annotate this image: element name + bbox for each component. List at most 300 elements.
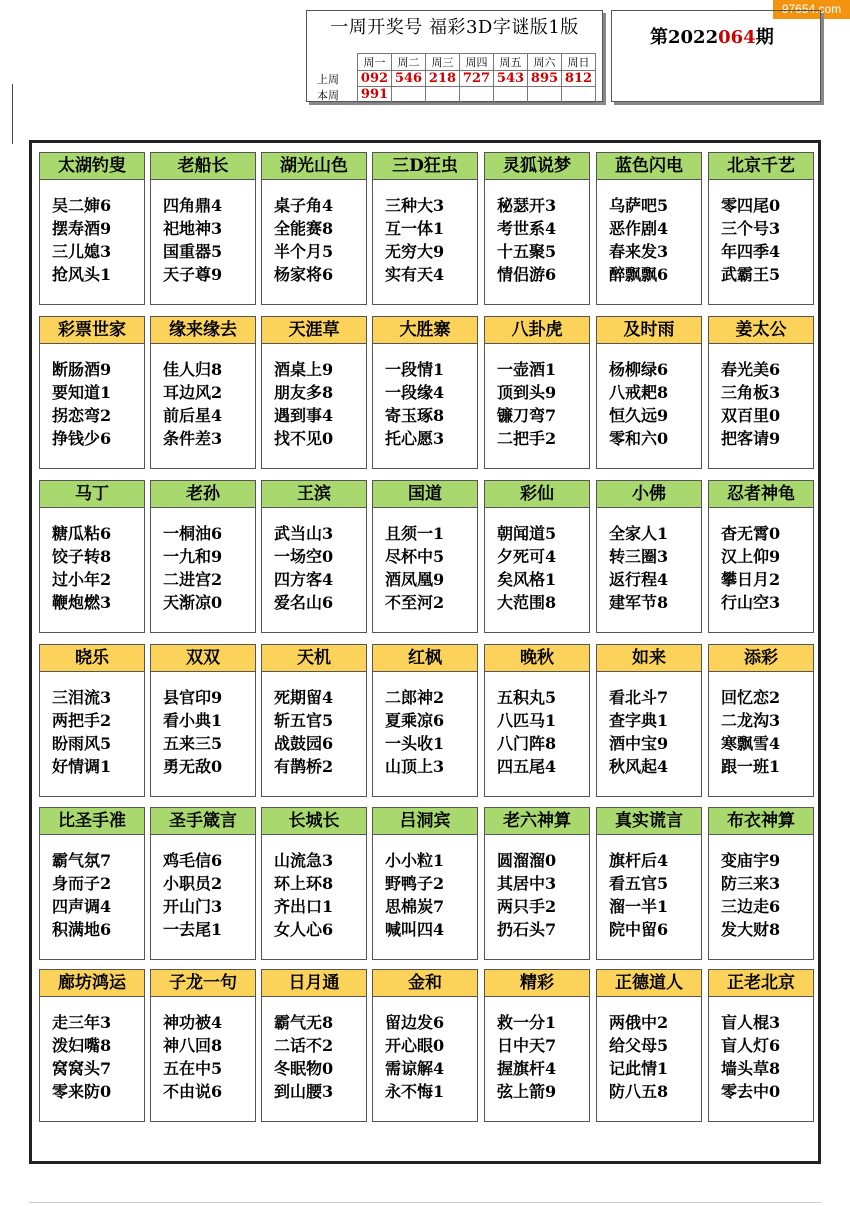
riddle-item: 三种大3 bbox=[385, 196, 445, 215]
riddle-list bbox=[40, 180, 144, 286]
draw-number bbox=[426, 87, 460, 103]
riddle-item: 双百里0 bbox=[721, 406, 781, 425]
riddle-list bbox=[262, 835, 366, 941]
riddle-author: 三D狂虫 bbox=[373, 153, 477, 180]
riddle-item: 看五官5 bbox=[609, 874, 669, 893]
riddle-item: 遇到事4 bbox=[274, 406, 334, 425]
riddle-card bbox=[150, 644, 256, 797]
riddle-item: 大范围8 bbox=[497, 593, 557, 612]
draw-number: 546 bbox=[392, 71, 426, 87]
riddle-item: 夏乘凉6 bbox=[385, 711, 445, 730]
day-label: 周日 bbox=[562, 54, 596, 71]
riddle-card bbox=[596, 152, 702, 305]
riddle-item: 返行程4 bbox=[609, 570, 669, 589]
riddle-item: 旗杆后4 bbox=[609, 851, 669, 870]
riddle-card bbox=[150, 480, 256, 633]
day-label: 周二 bbox=[392, 54, 426, 71]
draw-number bbox=[392, 87, 426, 103]
weekly-draw-table bbox=[313, 53, 596, 103]
draw-number bbox=[494, 87, 528, 103]
riddle-item: 一场空0 bbox=[274, 547, 334, 566]
riddle-item: 建军节8 bbox=[609, 593, 669, 612]
riddle-item: 四方客4 bbox=[274, 570, 334, 589]
riddle-list bbox=[485, 344, 589, 450]
riddle-author: 添彩 bbox=[709, 645, 813, 672]
riddle-card bbox=[596, 644, 702, 797]
riddle-list bbox=[151, 672, 255, 778]
riddle-item: 醉飘飘6 bbox=[609, 265, 669, 284]
riddle-author: 真实谎言 bbox=[597, 808, 701, 835]
riddle-item: 四声调4 bbox=[52, 897, 112, 916]
riddle-item: 一去尾1 bbox=[163, 920, 223, 939]
riddle-item: 圆溜溜0 bbox=[497, 851, 557, 870]
day-label: 周一 bbox=[358, 54, 392, 71]
riddle-item: 抢风头1 bbox=[52, 265, 112, 284]
riddle-list bbox=[485, 180, 589, 286]
riddle-item: 糖瓜粘6 bbox=[52, 524, 112, 543]
riddle-list bbox=[709, 180, 813, 286]
riddle-list bbox=[373, 344, 477, 450]
riddle-list bbox=[597, 508, 701, 614]
riddle-card bbox=[39, 807, 145, 960]
riddle-item: 耳边风2 bbox=[163, 383, 223, 402]
riddle-card bbox=[484, 152, 590, 305]
riddle-item: 祀地神3 bbox=[163, 219, 223, 238]
riddle-item: 鞭炮燃3 bbox=[52, 593, 112, 612]
riddle-card bbox=[596, 807, 702, 960]
riddle-item: 全能赛8 bbox=[274, 219, 334, 238]
riddle-item: 看小典1 bbox=[163, 711, 223, 730]
riddle-item: 泼妇嘴8 bbox=[52, 1036, 112, 1055]
riddle-item: 记此情1 bbox=[609, 1059, 669, 1078]
riddle-card bbox=[261, 969, 367, 1122]
riddle-item: 饺子转8 bbox=[52, 547, 112, 566]
riddle-author: 王滨 bbox=[262, 481, 366, 508]
riddle-item: 握旗杆4 bbox=[497, 1059, 557, 1078]
riddle-item: 一桐油6 bbox=[163, 524, 223, 543]
riddle-item: 窝窝头7 bbox=[52, 1059, 112, 1078]
riddle-author: 比圣手准 bbox=[40, 808, 144, 835]
riddle-card bbox=[39, 152, 145, 305]
riddle-item: 冬眠物0 bbox=[274, 1059, 334, 1078]
riddle-author: 彩票世家 bbox=[40, 317, 144, 344]
riddle-item: 天子尊9 bbox=[163, 265, 223, 284]
riddle-item: 变庙宇9 bbox=[721, 851, 781, 870]
riddle-list bbox=[151, 344, 255, 450]
riddle-author: 大胜寨 bbox=[373, 317, 477, 344]
riddle-item: 斩五官5 bbox=[274, 711, 334, 730]
riddle-item: 五在中5 bbox=[163, 1059, 223, 1078]
riddle-author: 天机 bbox=[262, 645, 366, 672]
riddle-list bbox=[373, 508, 477, 614]
site-watermark: 97654.com bbox=[773, 0, 850, 19]
riddle-item: 实有天4 bbox=[385, 265, 445, 284]
riddle-item: 矣风格1 bbox=[497, 570, 557, 589]
riddle-item: 二郎神2 bbox=[385, 688, 445, 707]
riddle-item: 查字典1 bbox=[609, 711, 669, 730]
riddle-item: 野鸭子2 bbox=[385, 874, 445, 893]
riddle-list bbox=[709, 997, 813, 1103]
riddle-list bbox=[597, 344, 701, 450]
riddle-card bbox=[372, 807, 478, 960]
riddle-item: 杨柳绿6 bbox=[609, 360, 669, 379]
riddle-author: 马丁 bbox=[40, 481, 144, 508]
riddle-item: 一段缘4 bbox=[385, 383, 445, 402]
riddle-list bbox=[597, 997, 701, 1103]
riddle-item: 行山空3 bbox=[721, 593, 781, 612]
riddle-item: 两俄中2 bbox=[609, 1013, 669, 1032]
riddle-author: 老船长 bbox=[151, 153, 255, 180]
riddle-list bbox=[262, 508, 366, 614]
riddle-author: 长城长 bbox=[262, 808, 366, 835]
riddle-author: 国道 bbox=[373, 481, 477, 508]
riddle-item: 溜一半1 bbox=[609, 897, 669, 916]
riddle-item: 找不见0 bbox=[274, 429, 334, 448]
riddle-list bbox=[262, 997, 366, 1103]
riddle-item: 不至河2 bbox=[385, 593, 445, 612]
riddle-item: 弦上箭9 bbox=[497, 1082, 557, 1101]
riddle-item: 五来三5 bbox=[163, 734, 223, 753]
riddle-item: 一九和9 bbox=[163, 547, 223, 566]
riddle-card bbox=[372, 969, 478, 1122]
issue-number-box bbox=[611, 10, 821, 102]
riddle-item: 半个月5 bbox=[274, 242, 334, 261]
riddle-item: 顶到头9 bbox=[497, 383, 557, 402]
riddle-item: 断肠酒9 bbox=[52, 360, 112, 379]
riddle-author: 如来 bbox=[597, 645, 701, 672]
riddle-item: 一头收1 bbox=[385, 734, 445, 753]
riddle-author: 北京千艺 bbox=[709, 153, 813, 180]
riddle-item: 转三圈3 bbox=[609, 547, 669, 566]
riddle-author: 忍者神龟 bbox=[709, 481, 813, 508]
riddle-item: 零去中0 bbox=[721, 1082, 781, 1101]
riddle-item: 永不悔1 bbox=[385, 1082, 445, 1101]
draw-number: 895 bbox=[528, 71, 562, 87]
riddle-item: 战鼓园6 bbox=[274, 734, 334, 753]
riddle-item: 一段情1 bbox=[385, 360, 445, 379]
this-week-row bbox=[313, 87, 596, 103]
riddle-item: 盲人棍3 bbox=[721, 1013, 781, 1032]
riddle-item: 开山门3 bbox=[163, 897, 223, 916]
riddle-list bbox=[151, 997, 255, 1103]
riddle-item: 汉上仰9 bbox=[721, 547, 781, 566]
riddle-author: 双双 bbox=[151, 645, 255, 672]
riddle-item: 走三年3 bbox=[52, 1013, 112, 1032]
draw-number: 727 bbox=[460, 71, 494, 87]
riddle-author: 老六神算 bbox=[485, 808, 589, 835]
riddle-author: 湖光山色 bbox=[262, 153, 366, 180]
riddle-item: 尽杯中5 bbox=[385, 547, 445, 566]
riddle-list bbox=[151, 835, 255, 941]
riddle-item: 秘瑟开3 bbox=[497, 196, 557, 215]
riddle-card bbox=[484, 480, 590, 633]
riddle-author: 金和 bbox=[373, 970, 477, 997]
draw-number bbox=[528, 87, 562, 103]
riddle-item: 酒中宝9 bbox=[609, 734, 669, 753]
riddle-card bbox=[484, 316, 590, 469]
riddle-card bbox=[708, 152, 814, 305]
day-label: 周三 bbox=[426, 54, 460, 71]
riddle-item: 考世系4 bbox=[497, 219, 557, 238]
riddle-item: 一壶酒1 bbox=[497, 360, 557, 379]
riddle-item: 要知道1 bbox=[52, 383, 112, 402]
riddle-list bbox=[709, 508, 813, 614]
riddle-card bbox=[596, 969, 702, 1122]
riddle-item: 过小年2 bbox=[52, 570, 112, 589]
riddle-item: 两只手2 bbox=[497, 897, 557, 916]
riddle-author: 日月通 bbox=[262, 970, 366, 997]
riddle-item: 院中留6 bbox=[609, 920, 669, 939]
last-week-label: 上周 bbox=[317, 72, 339, 86]
riddle-item: 朝闻道5 bbox=[497, 524, 557, 543]
riddle-item: 小职员2 bbox=[163, 874, 223, 893]
riddle-item: 有鹊桥2 bbox=[274, 757, 334, 776]
riddle-item: 春光美6 bbox=[721, 360, 781, 379]
riddle-card bbox=[372, 316, 478, 469]
riddle-item: 二把手2 bbox=[497, 429, 557, 448]
riddle-card bbox=[708, 644, 814, 797]
riddle-item: 三泪流3 bbox=[52, 688, 112, 707]
riddle-item: 把客请9 bbox=[721, 429, 781, 448]
riddle-item: 零来防0 bbox=[52, 1082, 112, 1101]
riddle-list bbox=[373, 997, 477, 1103]
riddle-item: 霸气无8 bbox=[274, 1013, 334, 1032]
draw-number bbox=[562, 87, 596, 103]
riddle-item: 发大财8 bbox=[721, 920, 781, 939]
riddle-item: 山顶上3 bbox=[385, 757, 445, 776]
riddle-card bbox=[484, 969, 590, 1122]
riddle-item: 二龙沟3 bbox=[721, 711, 781, 730]
riddle-item: 齐出口1 bbox=[274, 897, 334, 916]
riddle-list bbox=[151, 180, 255, 286]
riddle-card bbox=[484, 807, 590, 960]
riddle-card bbox=[150, 316, 256, 469]
riddle-item: 两把手2 bbox=[52, 711, 112, 730]
riddle-item: 镰刀弯7 bbox=[497, 406, 557, 425]
riddle-item: 小小粒1 bbox=[385, 851, 445, 870]
riddle-author: 小佛 bbox=[597, 481, 701, 508]
this-week-label: 本周 bbox=[317, 88, 339, 102]
riddle-item: 拐恋弯2 bbox=[52, 406, 112, 425]
draw-number: 218 bbox=[426, 71, 460, 87]
riddle-list bbox=[40, 344, 144, 450]
riddle-item: 八门阵8 bbox=[497, 734, 557, 753]
riddle-card bbox=[150, 969, 256, 1122]
riddle-list bbox=[262, 672, 366, 778]
riddle-item: 前后星4 bbox=[163, 406, 223, 425]
riddle-card bbox=[261, 644, 367, 797]
riddle-item: 恶作剧4 bbox=[609, 219, 669, 238]
riddle-author: 彩仙 bbox=[485, 481, 589, 508]
draw-number bbox=[460, 87, 494, 103]
riddle-item: 盲人灯6 bbox=[721, 1036, 781, 1055]
riddle-list bbox=[40, 997, 144, 1103]
riddle-item: 山流急3 bbox=[274, 851, 334, 870]
riddle-item: 寄玉琢8 bbox=[385, 406, 445, 425]
riddle-author: 廊坊鸿运 bbox=[40, 970, 144, 997]
last-week-row bbox=[313, 71, 596, 87]
riddle-author: 圣手箴言 bbox=[151, 808, 255, 835]
riddle-item: 攀日月2 bbox=[721, 570, 781, 589]
riddle-list bbox=[485, 835, 589, 941]
riddle-item: 八匹马1 bbox=[497, 711, 557, 730]
riddle-item: 武霸王5 bbox=[721, 265, 781, 284]
riddle-author: 灵狐说梦 bbox=[485, 153, 589, 180]
day-label: 周四 bbox=[460, 54, 494, 71]
riddle-item: 零四尾0 bbox=[721, 196, 781, 215]
riddle-item: 到山腰3 bbox=[274, 1082, 334, 1101]
riddle-item: 扔石头7 bbox=[497, 920, 557, 939]
riddle-list bbox=[373, 835, 477, 941]
riddle-item: 鸡毛信6 bbox=[163, 851, 223, 870]
riddle-card bbox=[261, 807, 367, 960]
riddle-item: 零和六0 bbox=[609, 429, 669, 448]
riddle-item: 三个号3 bbox=[721, 219, 781, 238]
riddle-author: 布衣神算 bbox=[709, 808, 813, 835]
riddle-item: 四五尾4 bbox=[497, 757, 557, 776]
riddle-author: 晓乐 bbox=[40, 645, 144, 672]
margin-line bbox=[0, 84, 13, 144]
riddle-item: 其居中3 bbox=[497, 874, 557, 893]
riddle-card bbox=[150, 152, 256, 305]
riddle-item: 思棉炭7 bbox=[385, 897, 445, 916]
riddle-card bbox=[150, 807, 256, 960]
riddle-item: 神八回8 bbox=[163, 1036, 223, 1055]
riddle-item: 八戒耙8 bbox=[609, 383, 669, 402]
riddle-item: 朋友多8 bbox=[274, 383, 334, 402]
riddle-item: 三角板3 bbox=[721, 383, 781, 402]
riddle-item: 防八五8 bbox=[609, 1082, 669, 1101]
riddle-item: 开心眼0 bbox=[385, 1036, 445, 1055]
riddle-item: 跟一班1 bbox=[721, 757, 781, 776]
riddle-item: 环上环8 bbox=[274, 874, 334, 893]
riddle-author: 太湖钓叟 bbox=[40, 153, 144, 180]
day-label: 周六 bbox=[528, 54, 562, 71]
riddle-author: 及时雨 bbox=[597, 317, 701, 344]
riddle-card bbox=[708, 807, 814, 960]
draw-number: 092 bbox=[358, 71, 392, 87]
riddle-item: 喊叫四4 bbox=[385, 920, 445, 939]
riddle-item: 互一体1 bbox=[385, 219, 445, 238]
riddle-item: 挣钱少6 bbox=[52, 429, 112, 448]
draw-number: 812 bbox=[562, 71, 596, 87]
riddle-item: 条件差3 bbox=[163, 429, 223, 448]
riddle-item: 勇无敌0 bbox=[163, 757, 223, 776]
riddle-item: 酒凤凰9 bbox=[385, 570, 445, 589]
riddle-list bbox=[262, 344, 366, 450]
draw-number: 991 bbox=[358, 87, 392, 103]
riddle-author: 红枫 bbox=[373, 645, 477, 672]
riddle-item: 身而子2 bbox=[52, 874, 112, 893]
riddle-item: 防三来3 bbox=[721, 874, 781, 893]
riddle-list bbox=[485, 508, 589, 614]
riddle-item: 乌萨吧5 bbox=[609, 196, 669, 215]
riddle-list bbox=[262, 180, 366, 286]
riddle-card bbox=[261, 316, 367, 469]
riddle-item: 积满地6 bbox=[52, 920, 112, 939]
riddle-author: 姜太公 bbox=[709, 317, 813, 344]
riddle-card bbox=[39, 480, 145, 633]
riddle-item: 盼雨风5 bbox=[52, 734, 112, 753]
riddle-author: 蓝色闪电 bbox=[597, 153, 701, 180]
riddle-card bbox=[39, 316, 145, 469]
days-row bbox=[313, 54, 596, 71]
riddle-item: 且须一1 bbox=[385, 524, 445, 543]
riddle-item: 吴二婶6 bbox=[52, 196, 112, 215]
riddle-list bbox=[40, 508, 144, 614]
riddle-item: 需谅解4 bbox=[385, 1059, 445, 1078]
riddle-card bbox=[372, 644, 478, 797]
riddle-item: 恒久远9 bbox=[609, 406, 669, 425]
header-title: 一周开奖号 福彩3D字谜版1版 bbox=[330, 17, 579, 38]
riddle-item: 春来发3 bbox=[609, 242, 669, 261]
riddle-list bbox=[40, 672, 144, 778]
riddle-item: 看北斗7 bbox=[609, 688, 669, 707]
riddle-item: 四角鼎4 bbox=[163, 196, 223, 215]
riddle-list bbox=[709, 344, 813, 450]
riddle-item: 县官印9 bbox=[163, 688, 223, 707]
riddle-author: 正老北京 bbox=[709, 970, 813, 997]
footer-divider bbox=[29, 1202, 821, 1203]
riddle-item: 无穷大9 bbox=[385, 242, 445, 261]
riddle-author: 正德道人 bbox=[597, 970, 701, 997]
riddle-list bbox=[151, 508, 255, 614]
riddle-item: 全家人1 bbox=[609, 524, 669, 543]
riddle-card bbox=[596, 316, 702, 469]
riddle-item: 救一分1 bbox=[497, 1013, 557, 1032]
riddle-item: 好情调1 bbox=[52, 757, 112, 776]
riddle-author: 天涯草 bbox=[262, 317, 366, 344]
riddle-item: 三儿媳3 bbox=[52, 242, 112, 261]
riddle-item: 死期留4 bbox=[274, 688, 334, 707]
riddle-author: 精彩 bbox=[485, 970, 589, 997]
riddle-item: 天渐凉0 bbox=[163, 593, 223, 612]
riddle-card bbox=[372, 480, 478, 633]
riddle-item: 年四季4 bbox=[721, 242, 781, 261]
riddle-card bbox=[596, 480, 702, 633]
riddle-item: 爱名山6 bbox=[274, 593, 334, 612]
day-label: 周五 bbox=[494, 54, 528, 71]
riddle-item: 武当山3 bbox=[274, 524, 334, 543]
draw-number: 543 bbox=[494, 71, 528, 87]
riddle-item: 二进宫2 bbox=[163, 570, 223, 589]
riddle-item: 寒飘雪4 bbox=[721, 734, 781, 753]
riddle-list bbox=[373, 672, 477, 778]
riddle-item: 霸气氛7 bbox=[52, 851, 112, 870]
riddle-item: 五积丸5 bbox=[497, 688, 557, 707]
riddle-card bbox=[261, 480, 367, 633]
riddle-item: 秋风起4 bbox=[609, 757, 669, 776]
weekly-draw-header bbox=[306, 10, 603, 102]
riddle-item: 情侣游6 bbox=[497, 265, 557, 284]
riddle-item: 不由说6 bbox=[163, 1082, 223, 1101]
riddle-card bbox=[484, 644, 590, 797]
riddle-item: 佳人归8 bbox=[163, 360, 223, 379]
riddle-card bbox=[261, 152, 367, 305]
riddle-list bbox=[597, 672, 701, 778]
riddle-item: 国重器5 bbox=[163, 242, 223, 261]
riddle-card bbox=[708, 480, 814, 633]
riddle-author: 晚秋 bbox=[485, 645, 589, 672]
riddle-author: 子龙一句 bbox=[151, 970, 255, 997]
riddle-item: 神功被4 bbox=[163, 1013, 223, 1032]
riddle-author: 八卦虎 bbox=[485, 317, 589, 344]
riddle-item: 三边走6 bbox=[721, 897, 781, 916]
riddle-item: 杳无霄0 bbox=[721, 524, 781, 543]
riddle-list bbox=[40, 835, 144, 941]
riddle-card bbox=[708, 316, 814, 469]
issue-number: 第2022064期 bbox=[650, 27, 774, 48]
